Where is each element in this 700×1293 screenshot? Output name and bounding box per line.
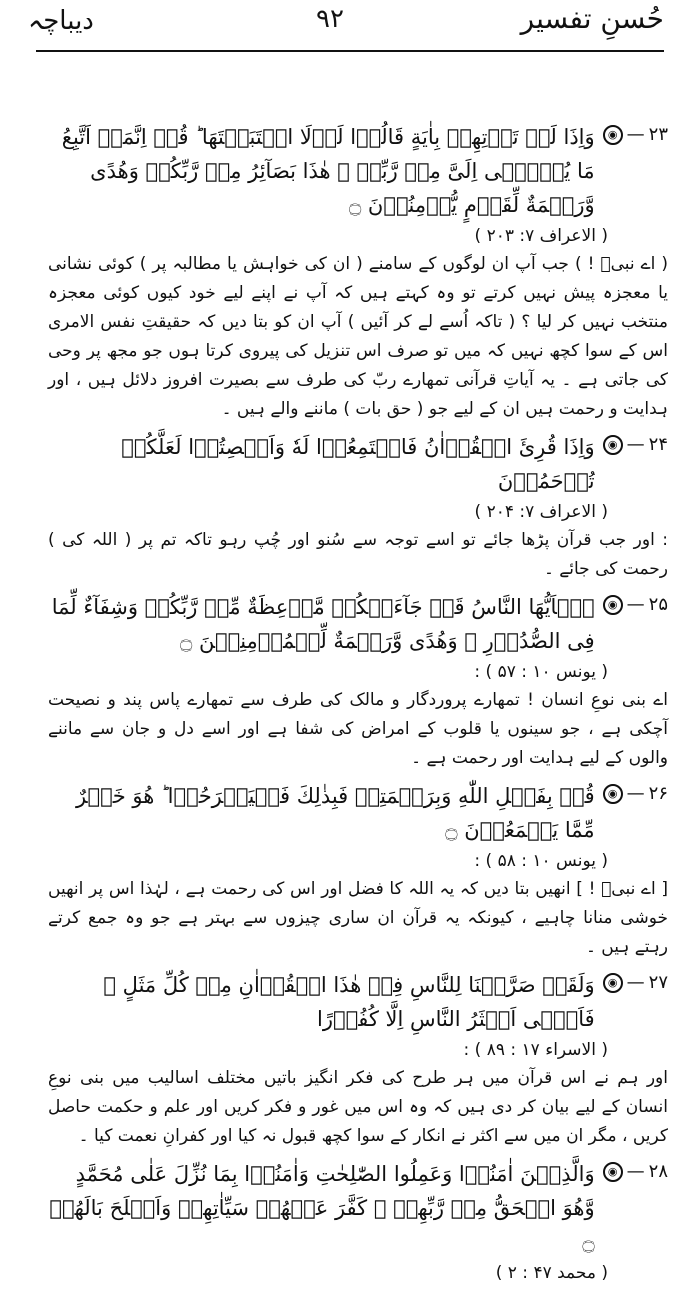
verse-entry	[48, 779, 668, 962]
dash: —	[626, 594, 645, 615]
urdu-translation: : اور جب قرآن پڑھا جائے تو اسے توجہ سے سُنو اور چُپ رہو تاکہ تم پر ( اللہ کی ) رحمت کی جائے ۔	[48, 530, 668, 579]
verse-number	[603, 779, 668, 809]
page-number: ۹۲	[316, 4, 344, 34]
page-header	[0, 0, 700, 52]
page-body	[48, 120, 668, 1293]
arabic-verse: يٰۤاَيُّهَا النَّاسُ قَدۡ جَآءَتۡكُمۡ مَّوۡعِظَةٌ مِّنۡ رَّبِّكُمۡ وَشِفَآءٌ لِّمَا فِى الصُّدُوۡرِ ۙ وَهُدًى وَّرَحۡمَةٌ لِّلۡمُؤۡمِنِيۡنَ ۝	[51, 595, 595, 653]
verse-row	[48, 779, 668, 847]
urdu-translation: اے بنی نوعِ انسان ! تمھارے پروردگار و مالک کی طرف سے تمھارے پاس پند و نصیحت آچکی ہے ، جو سینوں یا قلوب کے امراض کی شفا ہے اور اسے دل و جان سے ماننے والوں کے لیے ہدایت اور رحمت ہے ۔	[48, 690, 668, 768]
verse-number	[603, 590, 668, 620]
urdu-translation: اور ہم نے اس قرآن میں ہر طرح کی فکر انگیز باتیں مختلف اسالیب میں بنی نوعِ انسان کے لیے بیان کر دی ہیں کہ وہ اس میں غور و فکر کریں اور علم و حکمت حاصل کریں ، مگر ان میں سے اکثر نے انکار کے سوا کچھ قبول نہ کیا اور کفرانِ نعمت کیا ۔	[48, 1068, 668, 1146]
arabic-verse: وَالَّذِيۡنَ اٰمَنُوۡا وَعَمِلُوا الصّٰلِحٰتِ وَاٰمَنُوۡا بِمَا نُزِّلَ عَلٰى مُحَمَّدٍ وَّهُوَ الۡحَقُّ مِنۡ رَّبِّهِمۡ ۙ كَفَّرَ عَنۡهُمۡ سَيِّاٰتِهِمۡ وَاَصۡلَحَ بَالَهُمۡ ۝	[49, 1162, 595, 1254]
verse-number-text: ۲۶	[648, 783, 668, 804]
verse-row	[48, 1157, 668, 1259]
verse-row	[48, 120, 668, 222]
verse-marker-icon: ◉	[603, 1162, 623, 1182]
verse-number	[603, 1157, 668, 1187]
dash: —	[626, 1161, 645, 1182]
book-title: حُسنِ تفسیر	[520, 2, 664, 35]
arabic-verse: وَلَقَدۡ صَرَّفۡنَا لِلنَّاسِ فِىۡ هٰذَا الۡقُرۡاٰنِ مِنۡ كُلِّ مَثَلٍ ۫ فَاَبٰۤى اَكۡثَرُ النَّاسِ اِلَّا كُفُوۡرًا	[103, 973, 595, 1031]
verse-marker-icon: ◉	[603, 595, 623, 615]
section-title: دیباچہ	[28, 6, 94, 36]
verse-entry	[48, 120, 668, 424]
urdu-translation: ( اے نبیؐ ! ) جب آپ ان لوگوں کے سامنے ( ان کی خواہش یا مطالبہ پر ) کوئی نشانی یا معجزہ پیش نہیں کرتے تو وہ کہتے ہیں کہ آپ نے اپنے لیے خود کیوں کوئی معجزہ منتخب نہیں کر لیا ؟ ( تاکہ اُسے لے کر آئیں ) آپ ان کو بتا دیں کہ حقیقتِ نفس الامری اس کے سوا کچھ نہیں کہ میں تو صرف اس تنزیل کی پیروی کرتا ہوں جو مجھ پر وحی کی جاتی ہے ۔ یہ آیاتِ قرآنی تمھارے ربّ کی طرف سے بصیرت افروز دلائل ہیں ، اور ہدایت و رحمت ہیں ان کے لیے جو ( حق بات ) ماننے والے ہیں ۔	[48, 254, 668, 419]
verse-entry	[48, 590, 668, 773]
dash: —	[626, 124, 645, 145]
verse-reference: ( یونس ۱۰ : ۵۸ ) :	[474, 851, 608, 871]
verse-reference: ( الاعراف ۷: ۲۰۳ )	[474, 226, 608, 246]
header-rule	[36, 50, 664, 52]
verse-entry	[48, 1157, 668, 1287]
verse-row	[48, 590, 668, 658]
verse-reference: ( الاعراف ۷: ۲۰۴ )	[474, 502, 608, 522]
verse-marker-icon: ◉	[603, 435, 623, 455]
dash: —	[626, 783, 645, 804]
verse-reference: ( الاسراء ۱۷ : ۸۹ ) :	[463, 1040, 608, 1060]
verse-entry	[48, 968, 668, 1151]
verse-marker-icon: ◉	[603, 973, 623, 993]
urdu-translation: [ اے نبیؐ ! ] انھیں بتا دیں کہ یہ اللہ کا فضل اور اس کی رحمت ہے ، لہٰذا اس پر انھیں خوشی منانا چاہیے ، کیونکہ یہ قرآن ان ساری چیزوں سے بہتر ہے جو وہ جمع کرتے رہتے ہیں ۔	[48, 879, 668, 957]
verse-number-text: ۲۵	[648, 594, 668, 615]
verse-number-text: ۲۸	[648, 1161, 668, 1182]
verse-number	[603, 430, 668, 460]
verse-number	[603, 968, 668, 998]
verse-marker-icon: ◉	[603, 784, 623, 804]
dash: —	[626, 972, 645, 993]
arabic-verse: قُلۡ بِفَضۡلِ اللّٰهِ وَبِرَحۡمَتِهٖ فَبِذٰلِكَ فَلۡيَفۡرَحُوۡا ؕ هُوَ خَيۡرٌ مِّمَّا يَجۡمَعُوۡنَ ۝	[75, 784, 595, 842]
verse-reference: ( محمد ۴۷ : ۲ )	[495, 1263, 608, 1283]
verse-entry	[48, 430, 668, 584]
dash: —	[626, 434, 645, 455]
verse-number	[603, 120, 668, 150]
verse-number-text: ۲۳	[648, 124, 668, 145]
verse-row	[48, 968, 668, 1036]
arabic-verse: وَاِذَا قُرِئَ الۡقُرۡاٰنُ فَاسۡتَمِعُوۡا لَهٗ وَاَنۡصِتُوۡا لَعَلَّكُمۡ تُرۡحَمُوۡنَ	[121, 435, 595, 493]
verse-marker-icon: ◉	[603, 125, 623, 145]
arabic-verse: وَاِذَا لَمۡ تَاۡتِهِمۡ بِاٰيَةٍ قَالُوۡا لَوۡلَا اجۡتَبَيۡتَهَا ؕ قُلۡ اِنَّمَاۤ اَتَّبِعُ مَا يُوۡحٰۤى اِلَىَّ مِنۡ رَّبِّىۡ ۚ هٰذَا بَصَآئِرُ مِنۡ رَّبِّكُمۡ وَهُدًى وَّرَحۡمَةٌ لِّقَوۡمٍ يُّؤۡمِنُوۡنَ ۝	[61, 125, 595, 217]
verse-number-text: ۲۷	[648, 972, 668, 993]
verse-row	[48, 430, 668, 498]
verse-number-text: ۲۴	[648, 434, 668, 455]
verse-reference: ( یونس ۱۰ : ۵۷ ) :	[474, 662, 608, 682]
